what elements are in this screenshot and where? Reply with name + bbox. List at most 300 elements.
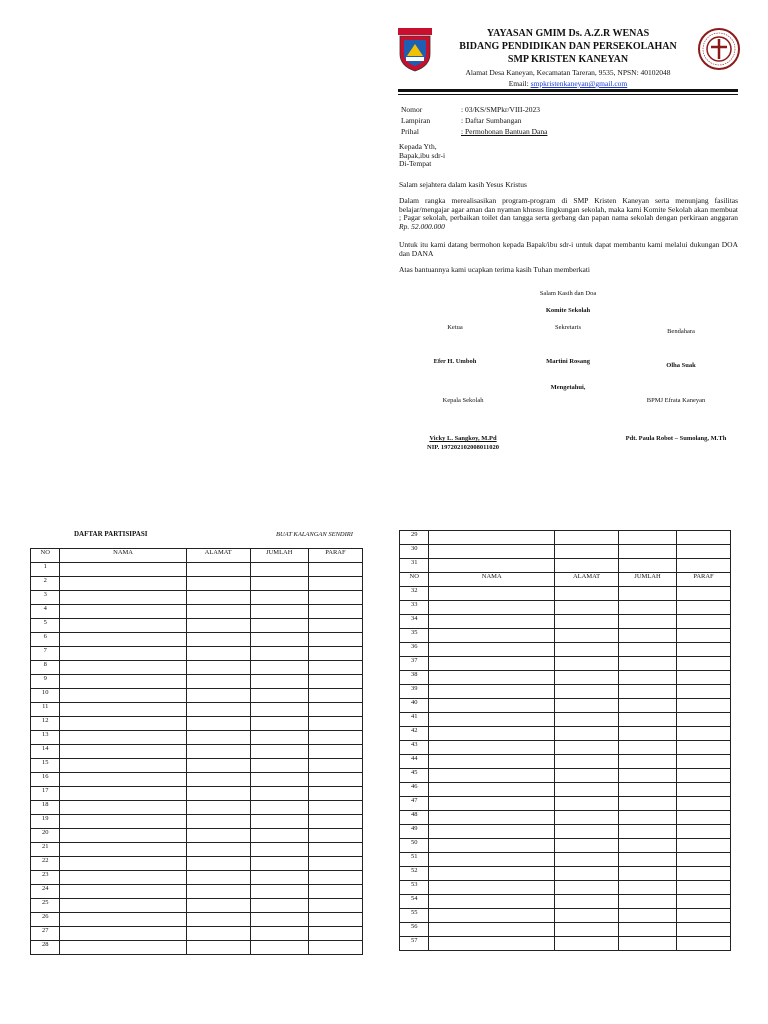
alamat-cell[interactable]: [555, 909, 619, 923]
nama-cell[interactable]: [60, 591, 186, 605]
paraf-cell[interactable]: [308, 899, 362, 913]
alamat-cell[interactable]: [186, 787, 250, 801]
paraf-cell[interactable]: [308, 941, 362, 955]
paraf-cell[interactable]: [677, 853, 731, 867]
nama-cell[interactable]: [429, 909, 555, 923]
name-sekretaris: Martini Rosang: [546, 358, 590, 365]
alamat-cell[interactable]: [555, 895, 619, 909]
name-bendahara: Olha Suak: [666, 362, 696, 369]
paraf-cell[interactable]: [308, 675, 362, 689]
table-header-row: [400, 573, 731, 587]
table-row: [31, 787, 363, 801]
paraf-cell[interactable]: [677, 559, 731, 573]
paraf-cell[interactable]: [308, 787, 362, 801]
paraf-cell[interactable]: [677, 881, 731, 895]
jumlah-cell[interactable]: [250, 801, 308, 815]
row-number: 40: [400, 699, 429, 713]
alamat-cell[interactable]: [555, 615, 619, 629]
row-number: 33: [400, 601, 429, 615]
table-row: [31, 899, 363, 913]
alamat-cell[interactable]: [555, 545, 619, 559]
paraf-cell[interactable]: [308, 647, 362, 661]
table-row: [31, 801, 363, 815]
jumlah-cell[interactable]: [618, 671, 676, 685]
jumlah-cell[interactable]: [618, 923, 676, 937]
nama-cell[interactable]: [429, 755, 555, 769]
row-number: 1: [31, 563, 60, 577]
alamat-cell[interactable]: [555, 713, 619, 727]
row-number: 42: [400, 727, 429, 741]
jumlah-cell[interactable]: [618, 881, 676, 895]
jumlah-cell[interactable]: [618, 601, 676, 615]
jumlah-cell[interactable]: [618, 797, 676, 811]
nama-cell[interactable]: [429, 657, 555, 671]
participation-table-right: [399, 530, 731, 951]
jumlah-cell[interactable]: [250, 913, 308, 927]
paraf-cell[interactable]: [677, 531, 731, 545]
row-number: 48: [400, 811, 429, 825]
paraf-cell[interactable]: [308, 619, 362, 633]
paraf-cell[interactable]: [677, 825, 731, 839]
paraf-cell[interactable]: [677, 783, 731, 797]
row-number: 11: [31, 703, 60, 717]
alamat-cell[interactable]: [186, 801, 250, 815]
nama-cell[interactable]: [60, 703, 186, 717]
nama-cell[interactable]: [429, 825, 555, 839]
paraf-cell[interactable]: [677, 923, 731, 937]
paraf-cell[interactable]: [677, 671, 731, 685]
table-row: [31, 675, 363, 689]
alamat-cell[interactable]: [555, 643, 619, 657]
jumlah-cell[interactable]: [618, 531, 676, 545]
nama-cell[interactable]: [60, 913, 186, 927]
paraf-cell[interactable]: [677, 699, 731, 713]
jumlah-cell[interactable]: [250, 927, 308, 941]
jumlah-cell[interactable]: [618, 685, 676, 699]
jumlah-cell[interactable]: [250, 689, 308, 703]
jumlah-cell[interactable]: [250, 787, 308, 801]
paraf-cell[interactable]: [308, 815, 362, 829]
alamat-cell[interactable]: [186, 619, 250, 633]
closing-salutation: Salam Kasih dan Doa: [539, 290, 597, 297]
header-no: NO: [31, 549, 60, 563]
alamat-cell[interactable]: [555, 559, 619, 573]
paraf-cell[interactable]: [308, 689, 362, 703]
paraf-cell[interactable]: [308, 563, 362, 577]
nama-cell[interactable]: [429, 797, 555, 811]
alamat-cell[interactable]: [186, 675, 250, 689]
paraf-cell[interactable]: [677, 811, 731, 825]
alamat-cell[interactable]: [186, 843, 250, 857]
jumlah-cell[interactable]: [250, 647, 308, 661]
paraf-cell[interactable]: [677, 629, 731, 643]
jumlah-cell[interactable]: [250, 885, 308, 899]
nama-cell[interactable]: [60, 801, 186, 815]
participation-table-left: [30, 548, 363, 955]
paraf-cell[interactable]: [677, 937, 731, 951]
paraf-cell[interactable]: [308, 857, 362, 871]
nama-cell[interactable]: [429, 629, 555, 643]
row-number: 27: [31, 927, 60, 941]
jumlah-cell[interactable]: [250, 661, 308, 675]
nama-cell[interactable]: [429, 811, 555, 825]
regency-logo: [398, 28, 432, 72]
nama-cell[interactable]: [429, 727, 555, 741]
alamat-cell[interactable]: [555, 825, 619, 839]
alamat-cell[interactable]: [555, 587, 619, 601]
nama-cell[interactable]: [429, 867, 555, 881]
jumlah-cell[interactable]: [618, 909, 676, 923]
paraf-cell[interactable]: [677, 797, 731, 811]
table-row: [31, 717, 363, 731]
paragraph-main-text: Dalam rangka merealisasikan program-program di SMP Kristen Kaneyan serta menunjang fasilitas belajar/mengajar agar aman dan nyaman khusus lingkungan sekolah, maka kami Komite Sekolah akan membuat ; Pagar sekolah, perbaikan toilet dan tangga serta gerbang dan papan nama sekolah dengan perkiraan anggaran: [399, 196, 738, 223]
jumlah-cell[interactable]: [618, 727, 676, 741]
row-number: 5: [31, 619, 60, 633]
alamat-cell[interactable]: [186, 717, 250, 731]
nama-cell[interactable]: [429, 881, 555, 895]
recipient-block: [399, 143, 738, 169]
jumlah-cell[interactable]: [250, 577, 308, 591]
nama-cell[interactable]: [429, 587, 555, 601]
alamat-cell[interactable]: [186, 745, 250, 759]
paraf-cell[interactable]: [677, 545, 731, 559]
jumlah-cell[interactable]: [250, 759, 308, 773]
alamat-cell[interactable]: [186, 773, 250, 787]
jumlah-cell[interactable]: [618, 825, 676, 839]
nama-cell[interactable]: [60, 885, 186, 899]
jumlah-cell[interactable]: [618, 741, 676, 755]
paraf-cell[interactable]: [308, 871, 362, 885]
jumlah-cell[interactable]: [250, 745, 308, 759]
jumlah-cell[interactable]: [618, 937, 676, 951]
paraf-cell[interactable]: [308, 913, 362, 927]
table-row: [31, 759, 363, 773]
table-row: [400, 825, 731, 839]
alamat-cell[interactable]: [186, 913, 250, 927]
alamat-cell[interactable]: [186, 857, 250, 871]
alamat-cell[interactable]: [186, 591, 250, 605]
row-number: 47: [400, 797, 429, 811]
alamat-cell[interactable]: [555, 531, 619, 545]
paragraph-main: [399, 197, 738, 231]
paraf-cell[interactable]: [308, 591, 362, 605]
table-row: [31, 633, 363, 647]
row-number: 17: [31, 787, 60, 801]
alamat-cell[interactable]: [186, 661, 250, 675]
alamat-cell[interactable]: [555, 629, 619, 643]
nama-cell[interactable]: [60, 577, 186, 591]
nama-cell[interactable]: [60, 941, 186, 955]
nama-cell[interactable]: [60, 857, 186, 871]
paraf-cell[interactable]: [677, 741, 731, 755]
jumlah-cell[interactable]: [618, 783, 676, 797]
nama-cell[interactable]: [429, 601, 555, 615]
jumlah-cell[interactable]: [618, 545, 676, 559]
jumlah-cell[interactable]: [618, 587, 676, 601]
jumlah-cell[interactable]: [250, 843, 308, 857]
table-row: [31, 591, 363, 605]
meta-key: Nomor: [401, 105, 423, 114]
alamat-cell[interactable]: [555, 769, 619, 783]
nama-cell[interactable]: [429, 615, 555, 629]
paraf-cell[interactable]: [677, 895, 731, 909]
jumlah-cell[interactable]: [250, 731, 308, 745]
alamat-cell[interactable]: [186, 885, 250, 899]
alamat-cell[interactable]: [555, 657, 619, 671]
paragraph-thanks: Atas bantuannya kami ucapkan terima kasih Tuhan memberkati: [399, 265, 590, 274]
gmim-seal-icon: [698, 28, 740, 70]
role-bendahara: Bendahara: [667, 328, 695, 335]
alamat-cell[interactable]: [186, 871, 250, 885]
row-number: 24: [31, 885, 60, 899]
paraf-cell[interactable]: [677, 713, 731, 727]
jumlah-cell[interactable]: [618, 629, 676, 643]
paraf-cell[interactable]: [677, 909, 731, 923]
committee-title: Komite Sekolah: [545, 307, 591, 314]
nama-cell[interactable]: [60, 633, 186, 647]
nama-cell[interactable]: [429, 545, 555, 559]
row-number: 36: [400, 643, 429, 657]
nama-cell[interactable]: [60, 689, 186, 703]
nama-cell[interactable]: [429, 671, 555, 685]
paraf-cell[interactable]: [308, 731, 362, 745]
header-jumlah: JUMLAH: [250, 549, 308, 563]
nama-cell[interactable]: [429, 531, 555, 545]
jumlah-cell[interactable]: [618, 895, 676, 909]
alamat-cell[interactable]: [555, 685, 619, 699]
nama-cell[interactable]: [60, 647, 186, 661]
paraf-cell[interactable]: [308, 633, 362, 647]
alamat-cell[interactable]: [186, 689, 250, 703]
alamat-cell[interactable]: [555, 867, 619, 881]
alamat-cell[interactable]: [186, 927, 250, 941]
nama-cell[interactable]: [60, 787, 186, 801]
nama-cell[interactable]: [429, 923, 555, 937]
jumlah-cell[interactable]: [618, 755, 676, 769]
jumlah-cell[interactable]: [250, 899, 308, 913]
nama-cell[interactable]: [60, 829, 186, 843]
nama-cell[interactable]: [429, 741, 555, 755]
header-alamat: ALAMAT: [186, 549, 250, 563]
nama-cell[interactable]: [60, 675, 186, 689]
table-row: [400, 643, 731, 657]
table-row: [31, 689, 363, 703]
meta-row: [401, 105, 547, 114]
jumlah-cell[interactable]: [618, 657, 676, 671]
nama-cell[interactable]: [429, 783, 555, 797]
nama-cell[interactable]: [60, 731, 186, 745]
paraf-cell[interactable]: [308, 773, 362, 787]
paraf-cell[interactable]: [677, 657, 731, 671]
alamat-cell[interactable]: [555, 783, 619, 797]
table-row: [400, 545, 731, 559]
alamat-cell[interactable]: [186, 577, 250, 591]
row-number: 26: [31, 913, 60, 927]
jumlah-cell[interactable]: [250, 717, 308, 731]
paraf-cell[interactable]: [308, 843, 362, 857]
nama-cell[interactable]: [60, 871, 186, 885]
nama-cell[interactable]: [60, 927, 186, 941]
alamat-cell[interactable]: [186, 899, 250, 913]
alamat-cell[interactable]: [555, 839, 619, 853]
paraf-cell[interactable]: [308, 703, 362, 717]
table-row: [31, 647, 363, 661]
alamat-cell[interactable]: [186, 605, 250, 619]
paraf-cell[interactable]: [308, 717, 362, 731]
jumlah-cell[interactable]: [250, 605, 308, 619]
jumlah-cell[interactable]: [250, 857, 308, 871]
paraf-cell[interactable]: [308, 745, 362, 759]
nama-cell[interactable]: [60, 773, 186, 787]
jumlah-cell[interactable]: [250, 871, 308, 885]
table-row: [400, 937, 731, 951]
alamat-cell[interactable]: [186, 941, 250, 955]
paraf-cell[interactable]: [677, 755, 731, 769]
nama-cell[interactable]: [60, 717, 186, 731]
jumlah-cell[interactable]: [250, 773, 308, 787]
alamat-cell[interactable]: [186, 731, 250, 745]
jumlah-cell[interactable]: [618, 867, 676, 881]
nama-cell[interactable]: [429, 937, 555, 951]
paraf-cell[interactable]: [677, 839, 731, 853]
row-number: 49: [400, 825, 429, 839]
paraf-cell[interactable]: [308, 927, 362, 941]
jumlah-cell[interactable]: [250, 633, 308, 647]
nama-cell[interactable]: [429, 643, 555, 657]
paraf-cell[interactable]: [308, 605, 362, 619]
jumlah-cell[interactable]: [618, 559, 676, 573]
row-number: 45: [400, 769, 429, 783]
paraf-cell[interactable]: [677, 601, 731, 615]
table-row: [400, 727, 731, 741]
jumlah-cell[interactable]: [618, 853, 676, 867]
jumlah-cell[interactable]: [618, 839, 676, 853]
alamat-cell[interactable]: [555, 741, 619, 755]
jumlah-cell[interactable]: [250, 829, 308, 843]
alamat-cell[interactable]: [555, 601, 619, 615]
row-number: 29: [400, 531, 429, 545]
alamat-cell[interactable]: [555, 811, 619, 825]
jumlah-cell[interactable]: [618, 769, 676, 783]
jumlah-cell[interactable]: [250, 703, 308, 717]
paraf-cell[interactable]: [308, 759, 362, 773]
nama-cell[interactable]: [429, 699, 555, 713]
paraf-cell[interactable]: [308, 829, 362, 843]
table-row: [400, 657, 731, 671]
letter-meta: [399, 103, 549, 138]
alamat-cell[interactable]: [186, 815, 250, 829]
jumlah-cell[interactable]: [250, 675, 308, 689]
paraf-cell[interactable]: [677, 615, 731, 629]
row-number: 18: [31, 801, 60, 815]
email-link[interactable]: smpkristenkaneyan@gmail.com: [530, 79, 628, 88]
alamat-cell[interactable]: [186, 829, 250, 843]
nama-cell[interactable]: [60, 899, 186, 913]
jumlah-cell[interactable]: [250, 563, 308, 577]
row-number: 44: [400, 755, 429, 769]
table-row: [400, 685, 731, 699]
row-number: 55: [400, 909, 429, 923]
alamat-cell[interactable]: [555, 881, 619, 895]
jumlah-cell[interactable]: [618, 699, 676, 713]
paraf-cell[interactable]: [308, 661, 362, 675]
nama-cell[interactable]: [429, 559, 555, 573]
table-row: [31, 745, 363, 759]
nama-cell[interactable]: [60, 661, 186, 675]
alamat-cell[interactable]: [186, 647, 250, 661]
row-number: 56: [400, 923, 429, 937]
paraf-cell[interactable]: [308, 801, 362, 815]
alamat-cell[interactable]: [555, 727, 619, 741]
alamat-cell[interactable]: [186, 633, 250, 647]
paraf-cell[interactable]: [677, 685, 731, 699]
row-number: 2: [31, 577, 60, 591]
nama-cell[interactable]: [60, 619, 186, 633]
header-no: NO: [400, 573, 429, 587]
table-row: [31, 731, 363, 745]
table-row: [31, 619, 363, 633]
jumlah-cell[interactable]: [618, 615, 676, 629]
nama-cell[interactable]: [429, 769, 555, 783]
alamat-cell[interactable]: [555, 797, 619, 811]
jumlah-cell[interactable]: [250, 815, 308, 829]
nama-cell[interactable]: [60, 745, 186, 759]
nama-cell[interactable]: [60, 759, 186, 773]
alamat-cell[interactable]: [186, 563, 250, 577]
alamat-cell[interactable]: [186, 759, 250, 773]
nama-cell[interactable]: [60, 815, 186, 829]
table-row: [31, 871, 363, 885]
paraf-cell[interactable]: [308, 885, 362, 899]
alamat-cell[interactable]: [186, 703, 250, 717]
jumlah-cell[interactable]: [618, 713, 676, 727]
alamat-cell[interactable]: [555, 923, 619, 937]
jumlah-cell[interactable]: [250, 591, 308, 605]
table-row: [31, 773, 363, 787]
alamat-cell[interactable]: [555, 755, 619, 769]
nama-cell[interactable]: [429, 895, 555, 909]
nama-cell[interactable]: [60, 563, 186, 577]
row-number: 3: [31, 591, 60, 605]
alamat-cell[interactable]: [555, 671, 619, 685]
nama-cell[interactable]: [60, 605, 186, 619]
row-number: 31: [400, 559, 429, 573]
greeting: Salam sejahtera dalam kasih Yesus Kristus: [399, 180, 527, 189]
paraf-cell[interactable]: [677, 867, 731, 881]
paraf-cell[interactable]: [677, 587, 731, 601]
alamat-cell[interactable]: [555, 937, 619, 951]
nama-cell[interactable]: [429, 853, 555, 867]
alamat-cell[interactable]: [555, 853, 619, 867]
jumlah-cell[interactable]: [250, 619, 308, 633]
nama-cell[interactable]: [429, 685, 555, 699]
nama-cell[interactable]: [60, 843, 186, 857]
table-row: [400, 741, 731, 755]
jumlah-cell[interactable]: [250, 941, 308, 955]
paraf-cell[interactable]: [308, 577, 362, 591]
alamat-cell[interactable]: [555, 699, 619, 713]
paraf-cell[interactable]: [677, 769, 731, 783]
jumlah-cell[interactable]: [618, 643, 676, 657]
paraf-cell[interactable]: [677, 643, 731, 657]
row-number: 39: [400, 685, 429, 699]
paraf-cell[interactable]: [677, 727, 731, 741]
row-number: 25: [31, 899, 60, 913]
nama-cell[interactable]: [429, 713, 555, 727]
nama-cell[interactable]: [429, 839, 555, 853]
table-row: [31, 829, 363, 843]
jumlah-cell[interactable]: [618, 811, 676, 825]
